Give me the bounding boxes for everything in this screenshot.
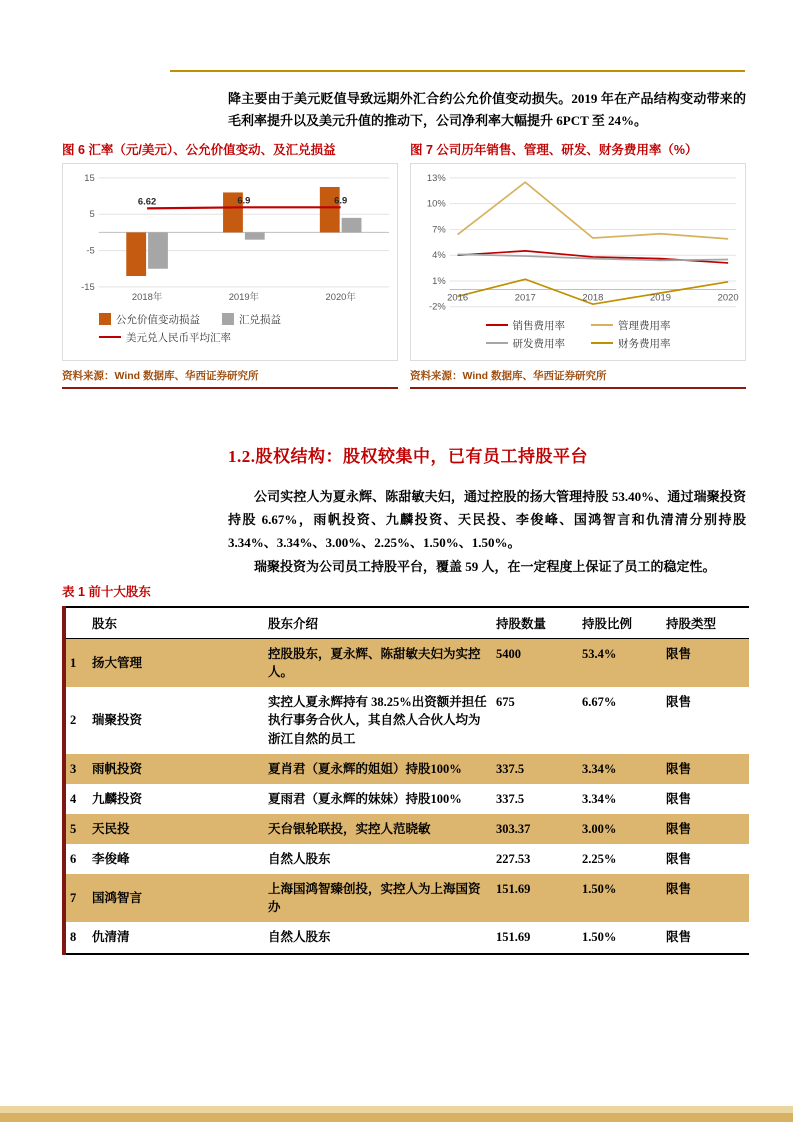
shareholder-description: 上海国鸿智臻创投，实控人为上海国资办 [268,882,481,915]
shareholder-name: 李俊峰 [92,852,130,866]
finance-expense-swatch-icon [591,342,613,345]
esop-paragraph: 瑞聚投资为公司员工持股平台，覆盖 59 人，在一定程度上保证了员工的稳定性。 [254,559,716,574]
holding-ratio: 3.34% [582,761,617,776]
legend-item-fair-value [99,312,200,327]
holding-type: 限售 [666,821,692,836]
shareholder-row [64,784,749,814]
row-rank: 1 [70,656,77,671]
svg-text:15: 15 [84,171,95,183]
holding-ratio: 1.50% [582,930,617,945]
shareholder-description: 自然人股东 [268,930,331,945]
row-rank: 4 [70,791,77,806]
shareholder-description: 天台银轮联投，实控人范晓敏 [268,821,431,836]
intro-paragraph: 降主要由于美元贬值导致远期外汇合约公允价值变动损失。2019 年在产品结构变动带来的毛利率提升以及美元升值的推动下，公司净利率大幅提升 6PCT 至 24%。 [228,91,746,129]
shareholder-name: 仇清清 [92,930,130,945]
svg-text:13%: 13% [426,171,446,183]
figure-7-source: 资料来源：Wind 数据库、华西证券研究所 [410,370,607,382]
row-rank: 3 [70,761,77,776]
header-shareholder: 股东 [88,607,264,639]
holding-ratio: 6.67% [582,695,617,710]
fig7-chart [413,168,743,315]
shareholder-row [64,687,749,753]
figure-6 [62,140,398,389]
shareholder-name: 国鸿智言 [92,891,143,906]
fig6-legend [65,312,395,345]
legend-item-rd-expense [486,336,566,351]
figure-6-title: 图 6 汇率（元/美元）、公允价值变动、及汇兑损益 [62,143,336,157]
svg-text:2019: 2019 [650,291,671,303]
fig6-legend-row-2 [65,330,395,345]
holding-ratio: 53.4% [582,647,617,661]
holding-quantity: 337.5 [496,791,525,806]
sales-expense-legend-label: 销售费用率 [512,319,565,332]
header-shareholder-desc: 股东介绍 [264,607,492,639]
fair-value-swatch-icon [99,313,111,325]
shareholder-row [64,814,749,844]
holding-type: 限售 [666,930,692,945]
figure-7-chart-box [410,163,746,361]
shareholder-description: 实控人夏永辉持有 38.25%出资额并担任执行事务合伙人，其自然人合伙人均为浙江自然的员工 [268,695,487,746]
header-holding-ratio: 持股比例 [578,607,662,639]
holding-ratio: 2.25% [582,852,617,866]
figure-7-bottom-rule [410,387,746,389]
holding-quantity: 151.69 [496,882,531,897]
sales-expense-swatch-icon [486,324,508,327]
figure-7-title: 图 7 公司历年销售、管理、研发、财务费用率（%） [410,143,698,157]
row-rank: 2 [70,713,77,728]
holding-quantity: 337.5 [496,761,525,776]
header-holding-quantity: 持股数量 [492,607,578,639]
shareholder-name: 扬大管理 [92,656,143,671]
holding-quantity: 675 [496,695,515,710]
fig7-legend [413,318,743,351]
shareholder-row [64,639,749,688]
svg-text:10%: 10% [426,197,446,209]
svg-text:2016: 2016 [447,291,469,303]
shareholder-description: 夏雨君（夏永辉的妹妹）持股100% [268,791,462,806]
svg-text:2018: 2018 [582,291,604,303]
usd-cny-swatch-icon [99,336,121,339]
legend-item-fx-loss [222,312,281,327]
shareholder-description: 自然人股东 [268,852,331,866]
holding-quantity: 227.53 [496,852,531,866]
header-rank [64,607,88,639]
finance-expense-legend-label: 财务费用率 [618,337,671,350]
svg-text:2020: 2020 [717,291,739,303]
holding-ratio: 3.34% [582,791,617,806]
fig6-legend-row-1 [65,312,395,327]
fig6-chart [65,168,395,309]
shareholding-paragraph: 公司实控人为夏永辉、陈甜敏夫妇，通过控股的扬大管理持股 53.40%、通过瑞聚投资持股 6.67%，雨帆投资、九麟投资、天民投、李俊峰、国鸿智言和仇清清分别持股 3.34%、3.34%、3.00%、2.25%、1.50%、1.50%。 [228,489,746,550]
holders-table-body [64,639,749,954]
figure-6-chart-box [62,163,398,361]
holding-ratio: 3.00% [582,821,617,836]
svg-text:2019年: 2019年 [228,290,260,302]
rd-expense-swatch-icon [486,342,508,345]
fair-value-legend-label: 公允价值变动损益 [116,313,200,326]
shareholder-row [64,754,749,784]
holding-type: 限售 [666,761,692,776]
row-rank: 7 [70,891,77,906]
holding-type: 限售 [666,695,692,710]
table-header [64,607,749,639]
figure-7 [410,140,746,389]
holding-quantity: 151.69 [496,930,531,945]
shareholder-name: 天民投 [92,821,130,836]
svg-text:-5: -5 [86,244,95,256]
holding-quantity: 5400 [496,647,521,661]
svg-text:6.9: 6.9 [237,194,251,206]
holding-type: 限售 [666,882,692,897]
top-divider-rule [170,70,745,72]
svg-text:2018年: 2018年 [131,290,163,302]
fig7-legend-row-1 [413,318,743,333]
table-1-title: 表 1 前十大股东 [62,585,151,599]
svg-text:-15: -15 [81,280,95,292]
shareholder-description: 控股股东，夏永辉、陈甜敏夫妇为实控人。 [268,647,481,680]
holding-type: 限售 [666,852,692,866]
fig7-legend-row-2 [413,336,743,351]
usd-cny-legend-label: 美元兑人民币平均汇率 [126,331,231,344]
row-rank: 8 [70,930,77,945]
shareholder-name: 九麟投资 [92,791,143,806]
legend-item-admin-expense [591,318,671,333]
footer-band [0,1106,793,1122]
shareholder-name: 雨帆投资 [92,761,143,776]
holding-type: 限售 [666,647,692,661]
svg-text:1%: 1% [432,274,446,286]
holding-type: 限售 [666,791,692,806]
row-rank: 5 [70,821,77,836]
header-holding-type: 持股类型 [662,607,749,639]
svg-text:6.62: 6.62 [137,195,157,207]
shareholder-name: 瑞聚投资 [92,713,143,728]
svg-text:4%: 4% [432,249,446,261]
legend-item-sales-expense [486,318,566,333]
svg-text:7%: 7% [432,223,446,235]
svg-text:2017: 2017 [514,291,536,303]
shareholder-row [64,844,749,874]
table-header-row [64,607,749,639]
fx-loss-legend-label: 汇兑损益 [239,313,281,326]
holding-ratio: 1.50% [582,882,617,897]
top-shareholders-table [62,606,749,955]
admin-expense-legend-label: 管理费用率 [618,319,671,332]
figure-6-source: 资料来源：Wind 数据库、华西证券研究所 [62,370,259,382]
svg-text:2020年: 2020年 [325,290,356,302]
legend-item-finance-expense [591,336,671,351]
admin-expense-swatch-icon [591,324,613,327]
shareholder-description: 夏肖君（夏永辉的姐姐）持股100% [268,761,462,776]
svg-text:-2%: -2% [428,300,446,312]
shareholder-row [64,922,749,953]
rd-expense-legend-label: 研发费用率 [512,337,565,350]
figure-6-bottom-rule [62,387,398,389]
legend-item-usd-cny [99,330,231,345]
shareholder-row [64,874,749,922]
section-heading-1-2: 1.2.股权结构：股权较集中，已有员工持股平台 [228,447,588,466]
row-rank: 6 [70,852,77,866]
fx-loss-swatch-icon [222,313,234,325]
figures-row [62,140,746,389]
holding-quantity: 303.37 [496,821,531,836]
svg-text:5: 5 [89,208,95,220]
svg-text:6.9: 6.9 [334,194,348,206]
